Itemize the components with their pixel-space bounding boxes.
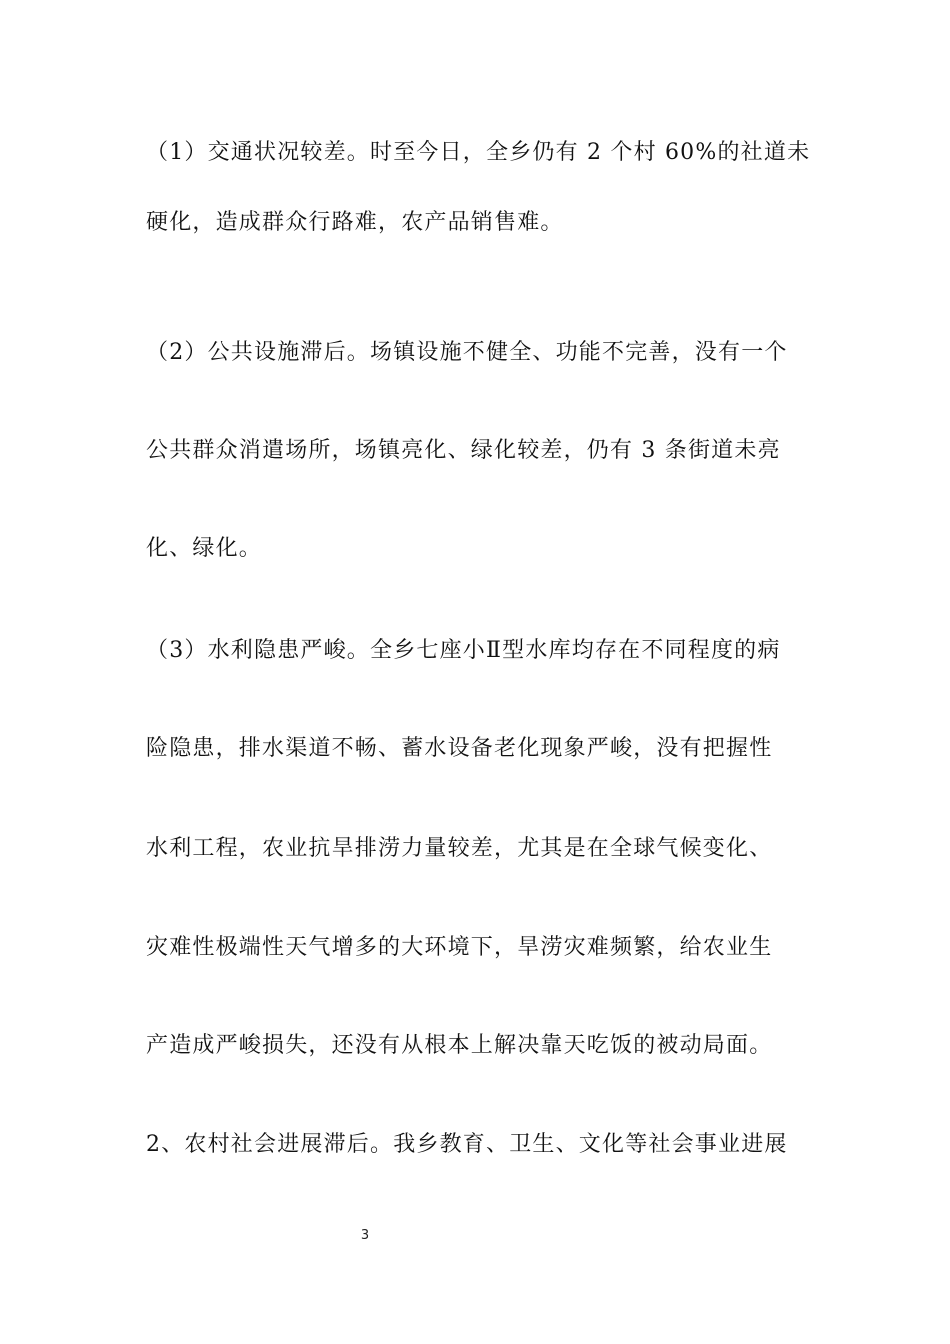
text-line: 险隐患，排水渠道不畅、蓄水设备老化现象严峻，没有把握性 <box>146 736 773 761</box>
text-line: 产造成严峻损失，还没有从根本上解决靠天吃饭的被动局面。 <box>146 1033 773 1058</box>
text-line: 公共群众消遣场所，场镇亮化、绿化较差，仍有 3 条街道未亮 <box>146 438 781 463</box>
text-line: 硬化，造成群众行路难，农产品销售难。 <box>146 210 564 235</box>
text-line: （2）公共设施滞后。场镇设施不健全、功能不完善，没有一个 <box>146 340 788 365</box>
text-line: （3）水利隐患严峻。全乡七座小Ⅱ型水库均存在不同程度的病 <box>146 638 781 663</box>
text-line: 化、绿化。 <box>146 536 263 561</box>
text-line: 灾难性极端性天气增多的大环境下，旱涝灾难频繁，给农业生 <box>146 935 773 960</box>
page-number: 3 <box>360 1228 370 1243</box>
text-line: （1）交通状况较差。时至今日，全乡仍有 2 个村 60%的社道未 <box>146 140 811 165</box>
text-line: 水利工程，农业抗旱排涝力量较差，尤其是在全球气候变化、 <box>146 836 773 861</box>
text-line: 2、农村社会进展滞后。我乡教育、卫生、文化等社会事业进展 <box>146 1132 788 1157</box>
